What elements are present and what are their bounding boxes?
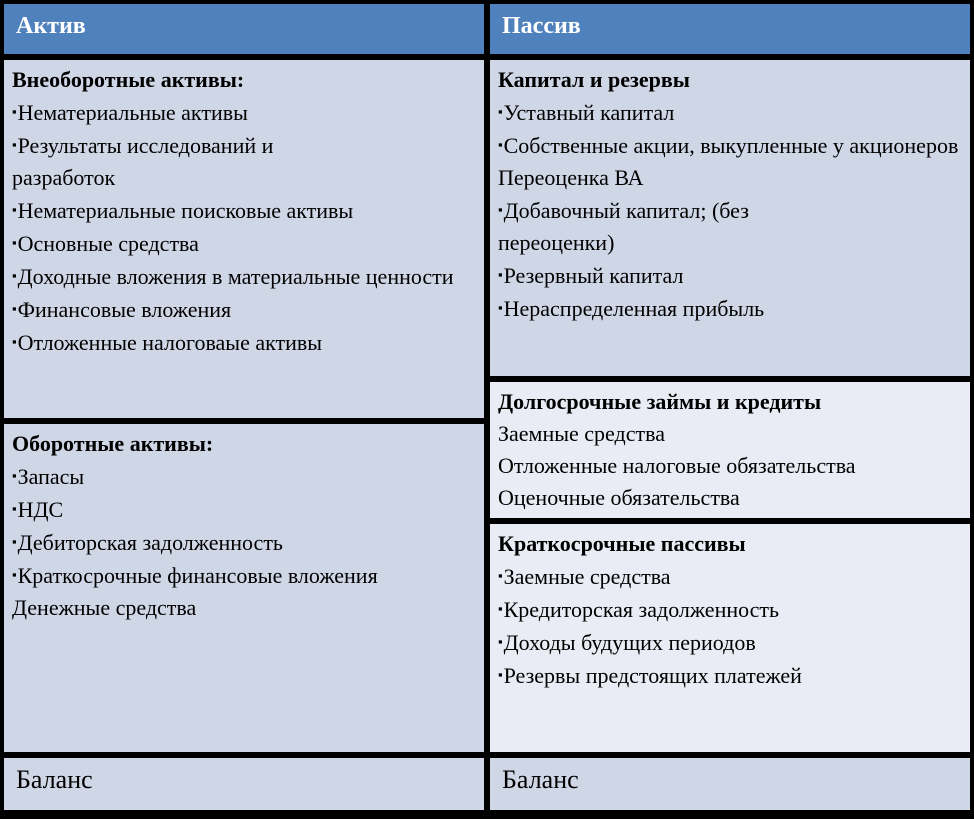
current-assets-title: Оборотные активы: bbox=[12, 431, 214, 456]
list-item: ▪Резервный капитал bbox=[498, 263, 684, 288]
balance-assets: Баланс bbox=[4, 758, 484, 810]
list-item: ▪Нематериальные активы bbox=[12, 100, 248, 125]
longterm-loans-section bbox=[490, 382, 970, 518]
list-item-plain: Переоценка ВА bbox=[498, 165, 644, 190]
list-item: ▪Дебиторская задолженность bbox=[12, 530, 283, 555]
noncurrent-assets-section bbox=[4, 60, 484, 418]
header-assets: Актив bbox=[4, 4, 484, 54]
shortterm-liabilities-section bbox=[490, 524, 970, 752]
list-item: ▪Результаты исследований и разработок bbox=[12, 133, 274, 190]
noncurrent-assets-title: Внеоборотные активы: bbox=[12, 67, 245, 92]
shortterm-liabilities-title: Краткосрочные пассивы bbox=[498, 531, 746, 556]
list-item: ▪Доходные вложения в материальные ценности bbox=[12, 264, 454, 289]
list-item: ▪Основные средства bbox=[12, 231, 199, 256]
list-item: ▪Нераспределенная прибыль bbox=[498, 296, 765, 321]
list-item: ▪Доходы будущих периодов bbox=[498, 630, 756, 655]
list-item: ▪Кредиторская задолженность bbox=[498, 597, 780, 622]
capital-reserves-title: Капитал и резервы bbox=[498, 67, 690, 92]
current-assets-section bbox=[4, 424, 484, 752]
list-item: ▪Уставный капитал bbox=[498, 100, 675, 125]
capital-reserves-section bbox=[490, 60, 970, 376]
list-item-plain: Оценочные обязательства bbox=[498, 485, 740, 510]
list-item: ▪Финансовые вложения bbox=[12, 297, 232, 322]
list-item: ▪Отложенные налоговаые активы bbox=[12, 330, 323, 355]
longterm-loans-title: Долгосрочные займы и кредиты bbox=[498, 389, 822, 414]
balance-liabilities: Баланс bbox=[490, 758, 970, 810]
header-liabilities: Пассив bbox=[490, 4, 970, 54]
list-item: ▪Добавочный капитал; (без переоценки) bbox=[498, 198, 749, 255]
list-item: ▪Собственные акции, выкупленные у акционеров bbox=[498, 133, 959, 158]
list-item: ▪Краткосрочные финансовые вложения bbox=[12, 563, 378, 588]
list-item: ▪Резервы предстоящих платежей bbox=[498, 663, 802, 688]
list-item: ▪Нематериальные поисковые активы bbox=[12, 198, 354, 223]
list-item: ▪Запасы bbox=[12, 464, 85, 489]
list-item: ▪Заемные средства bbox=[498, 564, 671, 589]
list-item-plain: Отложенные налоговые обязательства bbox=[498, 453, 856, 478]
list-item-plain: Денежные средства bbox=[12, 595, 197, 620]
list-item-plain: Заемные средства bbox=[498, 421, 665, 446]
list-item: ▪НДС bbox=[12, 497, 64, 522]
